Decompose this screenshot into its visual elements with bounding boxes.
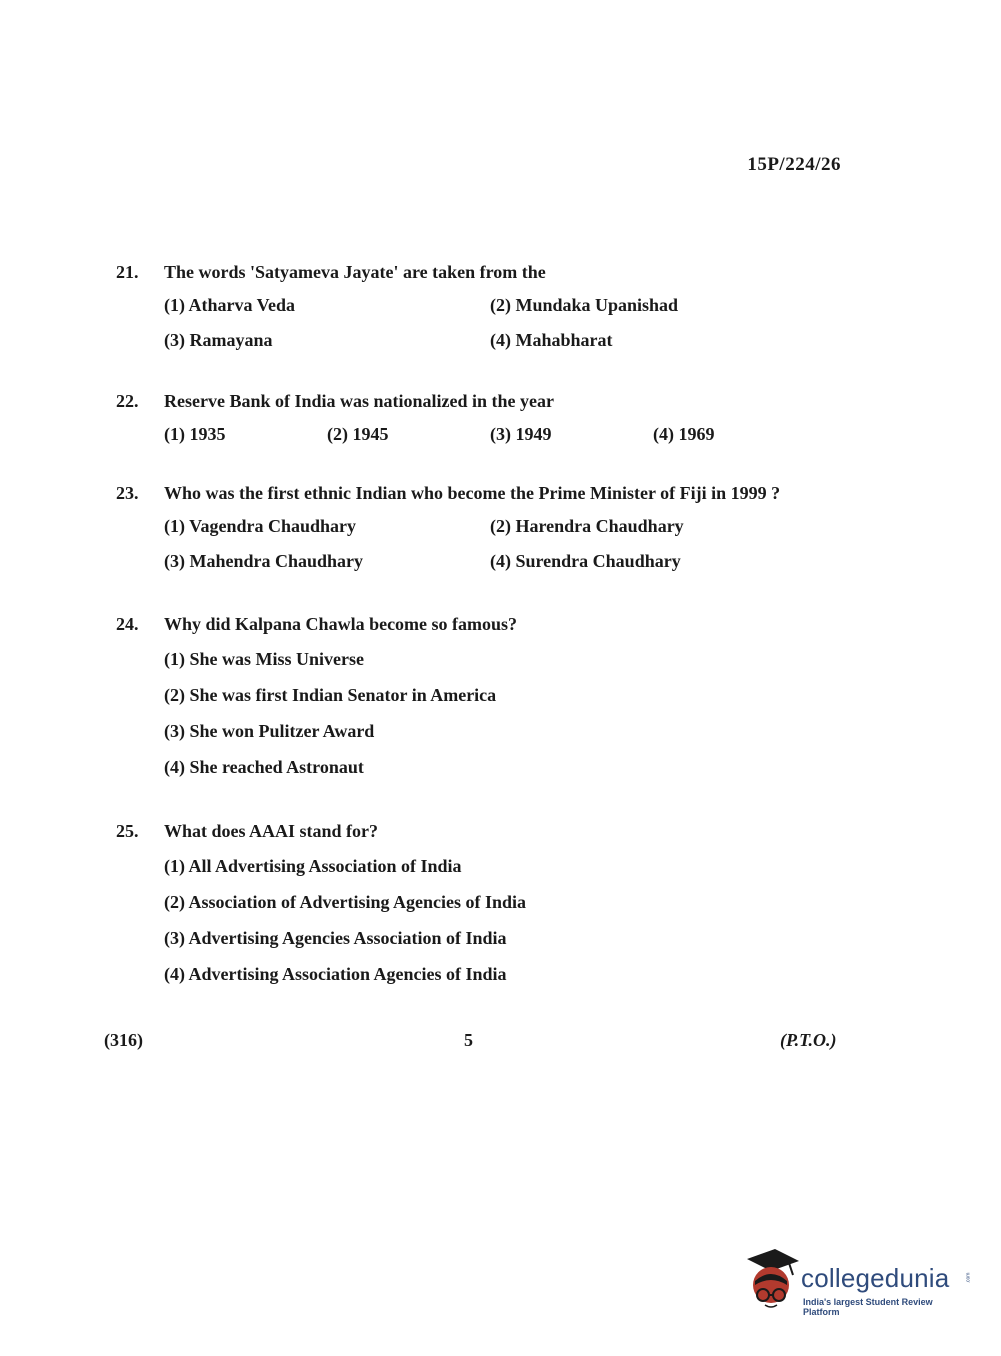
page-number: 5 (464, 1030, 473, 1050)
question-23 (116, 483, 876, 572)
paper-code: 15P/224/26 (747, 154, 841, 175)
question-number: 22. (116, 391, 139, 411)
collegedunia-watermark (741, 1245, 971, 1315)
option-3: (3) Advertising Agencies Association of India (164, 928, 507, 948)
option-4: (4) Surendra Chaudhary (490, 551, 681, 571)
question-text: Who was the first ethnic Indian who become the Prime Minister of Fiji in 1999 ? (164, 483, 781, 503)
question-text: The words 'Satyameva Jayate' are taken from the (164, 262, 546, 282)
option-3: (3) Mahendra Chaudhary (164, 551, 364, 571)
option-4: (4) Mahabharat (490, 330, 613, 350)
option-2: (2) She was first Indian Senator in America (164, 685, 497, 705)
option-4: (4) 1969 (653, 424, 715, 444)
option-2: (2) Harendra Chaudhary (490, 516, 684, 536)
brand-tagline: India's largest Student Review Platform (803, 1297, 933, 1317)
option-1: (1) All Advertising Association of India (164, 856, 462, 876)
option-3: (3) She won Pulitzer Award (164, 721, 375, 741)
option-2: (2) Mundaka Upanishad (490, 295, 679, 315)
booklet-code: (316) (104, 1030, 143, 1050)
options (164, 649, 876, 778)
mascot-icon (741, 1245, 801, 1315)
option-4: (4) Advertising Association Agencies of India (164, 964, 507, 984)
option-3: (3) Ramayana (164, 330, 273, 350)
option-1: (1) She was Miss Universe (164, 649, 364, 669)
option-2: (2) Association of Advertising Agencies of India (164, 892, 527, 912)
question-24 (116, 614, 876, 778)
question-number: 21. (116, 262, 139, 282)
option-4: (4) She reached Astronaut (164, 757, 364, 777)
option-2: (2) 1945 (327, 424, 389, 444)
pto-label: (P.T.O.) (780, 1030, 837, 1050)
question-text: What does AAAI stand for? (164, 821, 379, 841)
option-1: (1) Atharva Veda (164, 295, 296, 315)
options (164, 856, 876, 985)
brand-name: collegedunia (801, 1263, 950, 1293)
option-1: (1) 1935 (164, 424, 226, 444)
question-22 (116, 391, 876, 445)
question-text: Reserve Bank of India was nationalized in the year (164, 391, 555, 411)
options (164, 516, 876, 572)
question-number: 24. (116, 614, 139, 634)
question-number: 23. (116, 483, 139, 503)
question-text: Why did Kalpana Chawla become so famous? (164, 614, 518, 634)
question-25 (116, 821, 876, 985)
brand-domain-suffix: .com (965, 1272, 972, 1284)
question-number: 25. (116, 821, 139, 841)
options (164, 295, 876, 351)
option-3: (3) 1949 (490, 424, 552, 444)
question-21 (116, 262, 876, 351)
options (164, 424, 876, 445)
option-1: (1) Vagendra Chaudhary (164, 516, 357, 536)
